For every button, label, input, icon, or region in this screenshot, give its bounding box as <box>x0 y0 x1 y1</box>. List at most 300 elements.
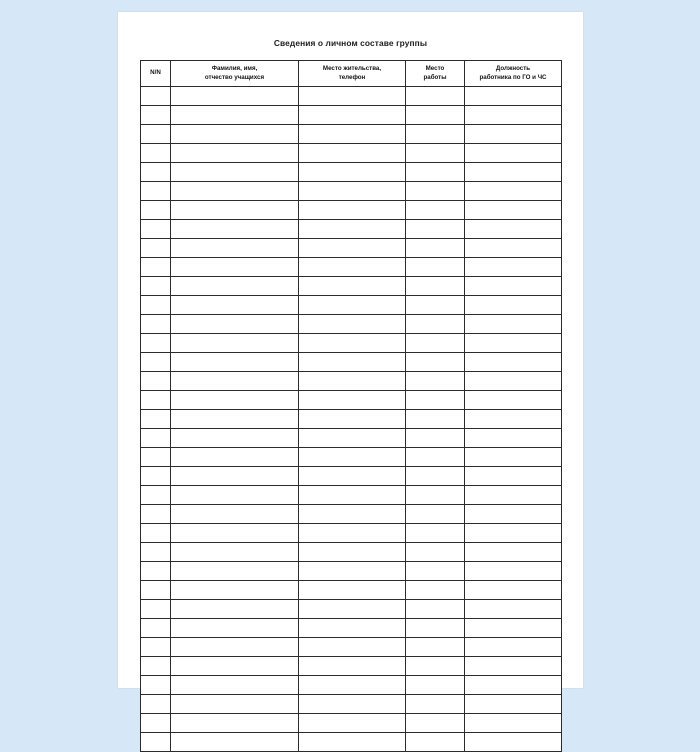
table-cell-value <box>171 533 174 539</box>
table-cell-post[interactable] <box>465 524 562 543</box>
table-cell-num[interactable] <box>141 391 171 410</box>
table-cell-post[interactable] <box>465 201 562 220</box>
table-cell-post[interactable] <box>465 106 562 125</box>
table-cell-post[interactable] <box>465 676 562 695</box>
table-cell-value <box>299 419 302 425</box>
table-cell-num[interactable] <box>141 144 171 163</box>
table-cell-value <box>141 571 144 577</box>
table-cell-value <box>299 552 302 558</box>
table-row[interactable] <box>141 144 562 163</box>
table-cell-post[interactable] <box>465 87 562 106</box>
table-cell-name[interactable] <box>171 315 299 334</box>
table-cell-work[interactable] <box>406 714 465 733</box>
table-cell-post[interactable] <box>465 733 562 752</box>
table-row[interactable] <box>141 87 562 106</box>
table-cell-name[interactable] <box>171 714 299 733</box>
table-cell-value <box>299 172 302 178</box>
table-cell-addr[interactable] <box>299 258 406 277</box>
table-cell-value <box>406 343 409 349</box>
table-cell-post[interactable] <box>465 581 562 600</box>
table-cell-num[interactable] <box>141 543 171 562</box>
table-cell-name[interactable] <box>171 296 299 315</box>
table-cell-name[interactable] <box>171 467 299 486</box>
table-row[interactable] <box>141 429 562 448</box>
table-row[interactable] <box>141 581 562 600</box>
table-row[interactable] <box>141 543 562 562</box>
table-cell-work[interactable] <box>406 486 465 505</box>
table-cell-name[interactable] <box>171 581 299 600</box>
table-cell-addr[interactable] <box>299 277 406 296</box>
table-cell-post[interactable] <box>465 467 562 486</box>
table-cell-value <box>465 324 468 330</box>
table-cell-name[interactable] <box>171 410 299 429</box>
table-cell-work[interactable] <box>406 695 465 714</box>
table-row[interactable] <box>141 657 562 676</box>
table-cell-value <box>141 438 144 444</box>
table-cell-value <box>406 457 409 463</box>
table-cell-name[interactable] <box>171 676 299 695</box>
table-cell-value <box>141 286 144 292</box>
table-cell-post[interactable] <box>465 391 562 410</box>
table-cell-addr[interactable] <box>299 600 406 619</box>
table-cell-num[interactable] <box>141 676 171 695</box>
table-cell-work[interactable] <box>406 448 465 467</box>
table-cell-work[interactable] <box>406 220 465 239</box>
table-cell-value <box>171 419 174 425</box>
table-cell-work[interactable] <box>406 372 465 391</box>
table-cell-value <box>141 419 144 425</box>
table-cell-num[interactable] <box>141 505 171 524</box>
table-cell-post[interactable] <box>465 505 562 524</box>
table-cell-addr[interactable] <box>299 657 406 676</box>
table-cell-name[interactable] <box>171 600 299 619</box>
table-cell-work[interactable] <box>406 581 465 600</box>
table-cell-name[interactable] <box>171 87 299 106</box>
table-cell-value <box>141 134 144 140</box>
table-cell-num[interactable] <box>141 163 171 182</box>
table-cell-name[interactable] <box>171 239 299 258</box>
table-cell-num[interactable] <box>141 486 171 505</box>
table-cell-value <box>299 476 302 482</box>
table-cell-num[interactable] <box>141 182 171 201</box>
table-cell-addr[interactable] <box>299 182 406 201</box>
table-cell-value <box>141 191 144 197</box>
table-cell-addr[interactable] <box>299 163 406 182</box>
table-cell-addr[interactable] <box>299 391 406 410</box>
table-cell-post[interactable] <box>465 562 562 581</box>
table-cell-value <box>406 647 409 653</box>
table-cell-post[interactable] <box>465 239 562 258</box>
table-row[interactable] <box>141 638 562 657</box>
table-cell-post[interactable] <box>465 695 562 714</box>
table-row[interactable] <box>141 125 562 144</box>
table-cell-addr[interactable] <box>299 486 406 505</box>
table-cell-value <box>299 343 302 349</box>
table-row[interactable] <box>141 106 562 125</box>
table-cell-work[interactable] <box>406 353 465 372</box>
table-row[interactable] <box>141 220 562 239</box>
table-cell-value <box>299 495 302 501</box>
table-cell-post[interactable] <box>465 220 562 239</box>
table-cell-addr[interactable] <box>299 239 406 258</box>
table-cell-value <box>171 571 174 577</box>
table-cell-value <box>171 267 174 273</box>
table-cell-addr[interactable] <box>299 315 406 334</box>
table-cell-value <box>299 533 302 539</box>
table-cell-value <box>141 647 144 653</box>
table-cell-addr[interactable] <box>299 467 406 486</box>
table-row[interactable] <box>141 486 562 505</box>
table-cell-value <box>141 400 144 406</box>
table-cell-addr[interactable] <box>299 638 406 657</box>
table-cell-name[interactable] <box>171 486 299 505</box>
table-cell-value <box>406 685 409 691</box>
table-cell-value <box>171 552 174 558</box>
table-cell-work[interactable] <box>406 391 465 410</box>
table-row[interactable] <box>141 733 562 752</box>
table-cell-post[interactable] <box>465 277 562 296</box>
table-cell-num[interactable] <box>141 201 171 220</box>
table-cell-value <box>299 723 302 729</box>
table-cell-value <box>465 286 468 292</box>
table-cell-work[interactable] <box>406 543 465 562</box>
table-cell-work[interactable] <box>406 657 465 676</box>
table-cell-value <box>171 609 174 615</box>
table-cell-num[interactable] <box>141 600 171 619</box>
table-cell-value <box>299 609 302 615</box>
table-cell-value <box>171 514 174 520</box>
table-cell-name[interactable] <box>171 258 299 277</box>
table-cell-addr[interactable] <box>299 448 406 467</box>
table-cell-name[interactable] <box>171 391 299 410</box>
table-cell-value <box>141 552 144 558</box>
table-cell-addr[interactable] <box>299 87 406 106</box>
table-cell-addr[interactable] <box>299 543 406 562</box>
table-cell-post[interactable] <box>465 600 562 619</box>
table-cell-addr[interactable] <box>299 695 406 714</box>
table-cell-value <box>171 153 174 159</box>
table-cell-value <box>406 362 409 368</box>
table-cell-num[interactable] <box>141 657 171 676</box>
table-cell-post[interactable] <box>465 296 562 315</box>
table-cell-value <box>465 210 468 216</box>
table-cell-name[interactable] <box>171 372 299 391</box>
table-cell-value <box>299 362 302 368</box>
table-cell-name[interactable] <box>171 277 299 296</box>
table-cell-num[interactable] <box>141 410 171 429</box>
table-cell-addr[interactable] <box>299 220 406 239</box>
table-cell-addr[interactable] <box>299 714 406 733</box>
table-cell-num[interactable] <box>141 562 171 581</box>
table-cell-addr[interactable] <box>299 334 406 353</box>
table-cell-value <box>465 514 468 520</box>
table-row[interactable] <box>141 391 562 410</box>
table-row[interactable] <box>141 296 562 315</box>
table-cell-post[interactable] <box>465 638 562 657</box>
table-row[interactable] <box>141 410 562 429</box>
table-cell-addr[interactable] <box>299 144 406 163</box>
table-cell-post[interactable] <box>465 258 562 277</box>
table-cell-name[interactable] <box>171 733 299 752</box>
table-cell-addr[interactable] <box>299 733 406 752</box>
table-cell-addr[interactable] <box>299 505 406 524</box>
table-cell-name[interactable] <box>171 353 299 372</box>
table-row[interactable] <box>141 353 562 372</box>
table-cell-value <box>406 742 409 748</box>
table-cell-name[interactable] <box>171 201 299 220</box>
table-cell-value <box>465 609 468 615</box>
table-cell-addr[interactable] <box>299 125 406 144</box>
table-cell-addr[interactable] <box>299 372 406 391</box>
table-cell-num[interactable] <box>141 258 171 277</box>
table-cell-name[interactable] <box>171 429 299 448</box>
table-cell-post[interactable] <box>465 353 562 372</box>
table-cell-post[interactable] <box>465 163 562 182</box>
table-cell-addr[interactable] <box>299 353 406 372</box>
table-row[interactable] <box>141 239 562 258</box>
table-cell-num[interactable] <box>141 125 171 144</box>
table-cell-value <box>171 286 174 292</box>
table-cell-name[interactable] <box>171 448 299 467</box>
table-cell-name[interactable] <box>171 125 299 144</box>
table-cell-addr[interactable] <box>299 429 406 448</box>
table-cell-name[interactable] <box>171 562 299 581</box>
table-cell-name[interactable] <box>171 334 299 353</box>
table-cell-num[interactable] <box>141 524 171 543</box>
table-cell-name[interactable] <box>171 182 299 201</box>
table-cell-value <box>171 457 174 463</box>
table-cell-value <box>299 305 302 311</box>
table-cell-value <box>171 324 174 330</box>
table-cell-value <box>465 495 468 501</box>
table-cell-num[interactable] <box>141 296 171 315</box>
column-header-workplace-line1: Место <box>425 65 445 73</box>
table-cell-value <box>299 685 302 691</box>
table-cell-value <box>171 362 174 368</box>
table-cell-value <box>406 96 409 102</box>
table-cell-name[interactable] <box>171 524 299 543</box>
table-cell-work[interactable] <box>406 125 465 144</box>
table-cell-work[interactable] <box>406 562 465 581</box>
table-cell-work[interactable] <box>406 277 465 296</box>
table-cell-value <box>299 286 302 292</box>
table-cell-value <box>465 381 468 387</box>
table-cell-num[interactable] <box>141 619 171 638</box>
table-cell-value <box>406 552 409 558</box>
table-cell-value <box>141 495 144 501</box>
table-cell-work[interactable] <box>406 296 465 315</box>
table-cell-value <box>406 666 409 672</box>
table-row[interactable] <box>141 258 562 277</box>
table-cell-value <box>406 514 409 520</box>
table-cell-work[interactable] <box>406 315 465 334</box>
column-header-position-line1: Должность <box>495 65 531 73</box>
table-cell-work[interactable] <box>406 106 465 125</box>
table-cell-post[interactable] <box>465 657 562 676</box>
table-cell-value <box>465 704 468 710</box>
table-cell-post[interactable] <box>465 144 562 163</box>
table-cell-value <box>465 685 468 691</box>
table-cell-name[interactable] <box>171 144 299 163</box>
table-cell-post[interactable] <box>465 543 562 562</box>
table-cell-num[interactable] <box>141 334 171 353</box>
table-row[interactable] <box>141 714 562 733</box>
table-cell-value <box>299 704 302 710</box>
table-cell-work[interactable] <box>406 239 465 258</box>
table-cell-num[interactable] <box>141 448 171 467</box>
table-cell-addr[interactable] <box>299 106 406 125</box>
table-cell-addr[interactable] <box>299 581 406 600</box>
table-row[interactable] <box>141 315 562 334</box>
table-cell-work[interactable] <box>406 733 465 752</box>
table-cell-post[interactable] <box>465 429 562 448</box>
table-cell-num[interactable] <box>141 695 171 714</box>
table-cell-name[interactable] <box>171 220 299 239</box>
table-cell-value <box>141 457 144 463</box>
column-header-number-line1: N/N <box>150 69 161 77</box>
table-cell-value <box>141 153 144 159</box>
table-cell-value <box>465 742 468 748</box>
table-cell-work[interactable] <box>406 600 465 619</box>
table-cell-addr[interactable] <box>299 562 406 581</box>
table-cell-post[interactable] <box>465 619 562 638</box>
column-header-address-line2: телефон <box>338 73 366 81</box>
table-cell-post[interactable] <box>465 372 562 391</box>
table-cell-addr[interactable] <box>299 524 406 543</box>
table-cell-num[interactable] <box>141 638 171 657</box>
table-cell-post[interactable] <box>465 448 562 467</box>
table-cell-num[interactable] <box>141 239 171 258</box>
table-cell-addr[interactable] <box>299 619 406 638</box>
table-cell-addr[interactable] <box>299 410 406 429</box>
table-cell-value <box>171 628 174 634</box>
table-cell-name[interactable] <box>171 638 299 657</box>
table-cell-num[interactable] <box>141 467 171 486</box>
table-cell-name[interactable] <box>171 543 299 562</box>
table-row[interactable] <box>141 619 562 638</box>
column-header-fullname-line2: отчество учащихся <box>204 73 265 81</box>
table-row[interactable] <box>141 676 562 695</box>
table-cell-work[interactable] <box>406 676 465 695</box>
table-cell-num[interactable] <box>141 277 171 296</box>
table-row[interactable] <box>141 201 562 220</box>
table-cell-work[interactable] <box>406 467 465 486</box>
table-cell-num[interactable] <box>141 220 171 239</box>
table-cell-value <box>299 628 302 634</box>
table-cell-value <box>141 115 144 121</box>
table-cell-work[interactable] <box>406 201 465 220</box>
table-cell-value <box>299 248 302 254</box>
table-cell-num[interactable] <box>141 714 171 733</box>
table-row[interactable] <box>141 182 562 201</box>
table-cell-name[interactable] <box>171 163 299 182</box>
table-row[interactable] <box>141 372 562 391</box>
table-cell-post[interactable] <box>465 182 562 201</box>
table-cell-work[interactable] <box>406 334 465 353</box>
table-row[interactable] <box>141 163 562 182</box>
table-cell-num[interactable] <box>141 87 171 106</box>
table-cell-num[interactable] <box>141 315 171 334</box>
table-cell-name[interactable] <box>171 619 299 638</box>
table-cell-addr[interactable] <box>299 296 406 315</box>
table-cell-work[interactable] <box>406 524 465 543</box>
page-title: Сведения о личном составе группы <box>273 38 428 48</box>
table-cell-value <box>171 685 174 691</box>
table-cell-value <box>141 96 144 102</box>
table-cell-value <box>406 324 409 330</box>
table-cell-value <box>406 134 409 140</box>
table-cell-value <box>141 533 144 539</box>
table-cell-value <box>299 571 302 577</box>
table-cell-post[interactable] <box>465 125 562 144</box>
table-cell-work[interactable] <box>406 163 465 182</box>
table-cell-num[interactable] <box>141 733 171 752</box>
table-cell-name[interactable] <box>171 657 299 676</box>
table-cell-name[interactable] <box>171 106 299 125</box>
table-cell-work[interactable] <box>406 505 465 524</box>
table-row[interactable] <box>141 505 562 524</box>
table-cell-work[interactable] <box>406 429 465 448</box>
document-content <box>140 38 561 664</box>
table-row[interactable] <box>141 524 562 543</box>
table-cell-value <box>406 723 409 729</box>
column-header-number <box>141 61 171 87</box>
table-cell-value <box>141 229 144 235</box>
table-cell-num[interactable] <box>141 581 171 600</box>
table-cell-value <box>406 191 409 197</box>
table-cell-addr[interactable] <box>299 676 406 695</box>
table-cell-num[interactable] <box>141 353 171 372</box>
table-cell-value <box>141 590 144 596</box>
table-cell-num[interactable] <box>141 372 171 391</box>
table-row[interactable] <box>141 562 562 581</box>
table-cell-addr[interactable] <box>299 201 406 220</box>
table-cell-work[interactable] <box>406 258 465 277</box>
table-cell-value <box>406 704 409 710</box>
table-cell-post[interactable] <box>465 714 562 733</box>
table-cell-post[interactable] <box>465 334 562 353</box>
table-cell-value <box>141 343 144 349</box>
table-cell-value <box>299 514 302 520</box>
table-cell-value <box>171 248 174 254</box>
table-row[interactable] <box>141 695 562 714</box>
table-cell-num[interactable] <box>141 106 171 125</box>
table-row[interactable] <box>141 334 562 353</box>
table-cell-post[interactable] <box>465 486 562 505</box>
table-cell-name[interactable] <box>171 505 299 524</box>
table-cell-value <box>299 153 302 159</box>
table-body <box>141 87 562 752</box>
table-cell-work[interactable] <box>406 638 465 657</box>
table-cell-work[interactable] <box>406 182 465 201</box>
table-cell-work[interactable] <box>406 87 465 106</box>
table-cell-work[interactable] <box>406 144 465 163</box>
table-cell-work[interactable] <box>406 410 465 429</box>
table-row[interactable] <box>141 467 562 486</box>
table-cell-value <box>141 666 144 672</box>
table-cell-work[interactable] <box>406 619 465 638</box>
table-row[interactable] <box>141 448 562 467</box>
table-row[interactable] <box>141 277 562 296</box>
table-cell-post[interactable] <box>465 315 562 334</box>
table-cell-name[interactable] <box>171 695 299 714</box>
table-cell-num[interactable] <box>141 429 171 448</box>
table-row[interactable] <box>141 600 562 619</box>
table-cell-value <box>406 571 409 577</box>
table-cell-post[interactable] <box>465 410 562 429</box>
table-cell-value <box>171 495 174 501</box>
table-cell-value <box>141 248 144 254</box>
